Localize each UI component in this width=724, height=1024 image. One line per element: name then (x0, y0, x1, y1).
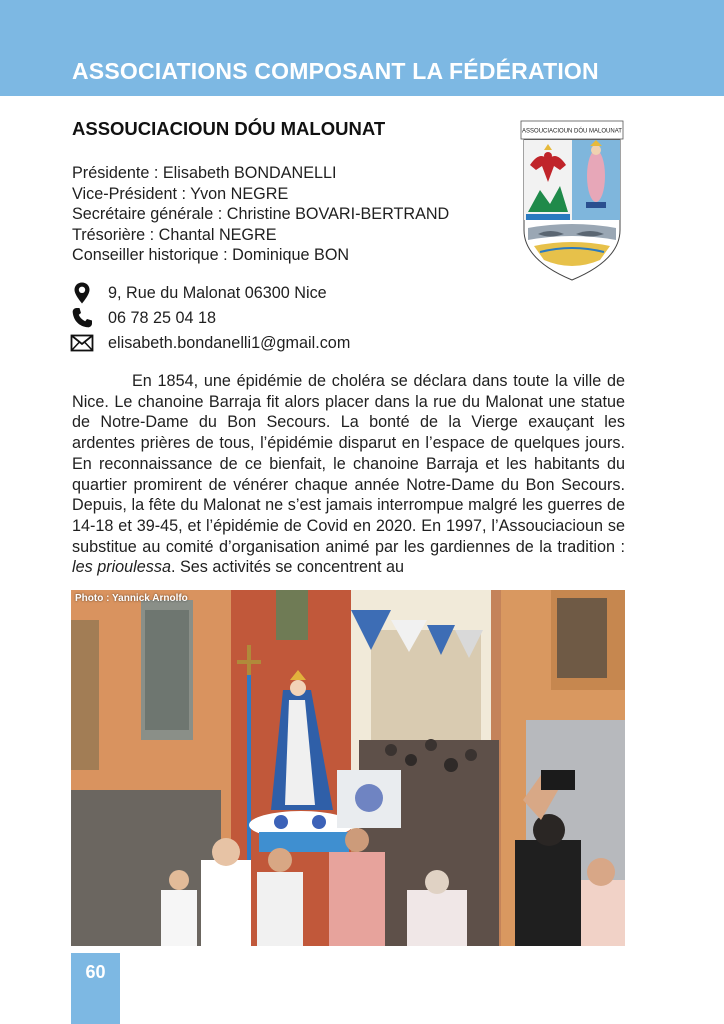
history-paragraph (72, 371, 625, 578)
history-text-after: . Ses activités se concentrent au (170, 558, 405, 577)
board-members-list (72, 163, 449, 266)
email-text: elisabeth.bondanelli1@gmail.com (108, 334, 351, 352)
association-crest-logo (520, 120, 624, 282)
board-member-vice-president: Vice-Président : Yvon NEGRE (72, 184, 289, 203)
phone-text: 06 78 25 04 18 (108, 309, 217, 327)
envelope-icon (70, 331, 94, 355)
procession-photo-illustration (71, 590, 625, 946)
phone-icon (70, 306, 94, 330)
page-section-title: ASSOCIATIONS COMPOSANT LA FÉDÉRATION (72, 58, 599, 84)
history-text-italic: les prioulessa (72, 558, 171, 577)
map-pin-icon (70, 281, 94, 305)
photo-credit: Photo : Yannick Arnolfo (75, 593, 188, 604)
procession-photo (71, 590, 625, 946)
history-text-before: En 1854, une épidémie de choléra se déclara dans toute la ville de Nice. Le chanoine Barraja fit alors placer dans la rue du Malonat une statue de Notre-Dame du Bon Secours. La bonté de la Vierge exauçant les ardentes prières de tous, l’épidémie disparut en l’espace de quelques jours. En reconnaissance de ce bienfait, le chanoine Barraja et les habitants du quartier promirent de vénérer chaque année Notre-Dame du Bon Secours. Depuis, la fête du Malonat ne s’est jamais interrompue malgré les guerres de 14-18 et 39-45, et l’épidémie de Covid en 2020. En 1997, l’Assouciacioun se substitue au comité d’organisation animé par les gardiennes de la tradition : (72, 372, 625, 556)
address-text: 9, Rue du Malonat 06300 Nice (108, 284, 327, 302)
board-member-secretary: Secrétaire générale : Christine BOVARI-BERTRAND (72, 205, 450, 224)
board-member-historical-advisor: Conseiller historique : Dominique BON (72, 246, 350, 265)
association-name: ASSOUCIACIOUN DÓU MALOUNAT (72, 118, 386, 139)
page-number-box (71, 953, 120, 1024)
crest-label: ASSOUCIACIOUN DÓU MALOUNAT (522, 128, 622, 135)
board-member-treasurer: Trésorière : Chantal NEGRE (72, 225, 277, 244)
board-member-president: Présidente : Elisabeth BONDANELLI (72, 164, 337, 182)
page-number: 60 (85, 962, 106, 982)
